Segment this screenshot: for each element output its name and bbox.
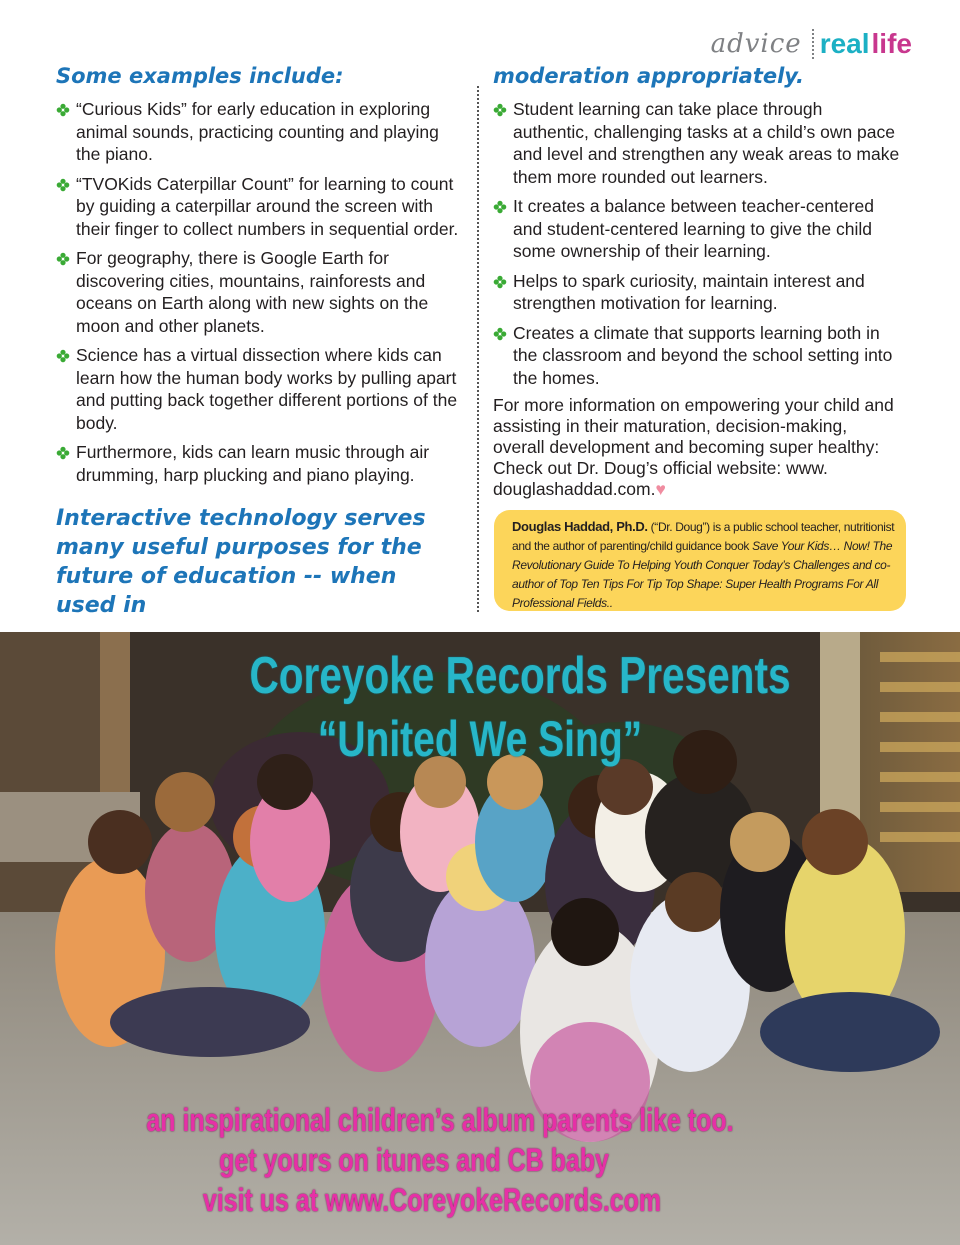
author-bio-coauthor: and co-author of <box>512 558 891 591</box>
author-bio-end: .. <box>606 596 613 610</box>
heart-icon: ♥ <box>655 479 666 499</box>
author-bio-text: is a public school teacher, nutritionist and the author of parenting/child guidance book <box>512 520 895 553</box>
examples-list <box>56 98 461 486</box>
list-item <box>56 173 461 241</box>
list-item <box>493 98 903 188</box>
list-item-text: “Curious Kids” for early education in exploring animal sounds, practicing counting and playing the piano. <box>76 99 439 164</box>
examples-heading: Some examples include: <box>56 64 344 88</box>
right-column <box>493 62 903 500</box>
list-item <box>56 247 461 337</box>
clover-bullet-icon <box>493 103 507 117</box>
continued-heading: moderation appropriately. <box>493 64 805 88</box>
clover-bullet-icon <box>56 252 70 266</box>
column-divider <box>477 86 479 612</box>
ad-purchase-line: get yours on itunes and CB baby <box>219 1142 609 1178</box>
clover-bullet-icon <box>56 103 70 117</box>
more-info-text: For more information on empowering your child and assisting in their maturation, decision-making, overall development and becoming super healthy: Check out Dr. Doug’s official website: www. douglashaddad.com. <box>493 395 894 499</box>
ad-tagline: an inspirational children’s album parents like too. <box>146 1102 734 1138</box>
album-advertisement <box>0 632 960 1245</box>
list-item-text: Helps to spark curiosity, maintain interest and strengthen motivation for learning. <box>513 270 865 313</box>
benefits-list <box>493 98 903 389</box>
ad-title-line1: Coreyoke Records Presents <box>249 647 791 705</box>
ad-title-line2: “United We Sing” <box>317 711 643 767</box>
list-item-text: “TVOKids Caterpillar Count” for learning to count by guiding a caterpillar around the screen with their finger to collect numbers in sequential order. <box>76 173 459 239</box>
ad-website-line: visit us at www.CoreyokeRecords.com <box>202 1182 662 1218</box>
clover-bullet-icon <box>56 178 70 192</box>
section-tag <box>711 24 912 64</box>
clover-bullet-icon <box>56 349 70 363</box>
clover-bullet-icon <box>493 275 507 289</box>
list-item <box>493 195 903 263</box>
list-item <box>56 344 461 434</box>
list-item-text: Creates a climate that supports learning both in the classroom and beyond the school setting into the homes. <box>513 322 893 388</box>
closing-heading: Interactive technology serves many useful purposes for the future of education -- when used in <box>56 506 426 618</box>
book-title-1: Save Your Kids… Now! The Revolutionary Guide To Helping Youth Conquer Today’s Challenges <box>512 539 893 572</box>
clover-bullet-icon <box>493 327 507 341</box>
list-item-text: Science has a virtual dissection where kids can learn how the human body works by pulling apart and putting back together different portions of the body. <box>76 345 458 433</box>
book-title-2: Top Ten Tips For Tip Top Shape: Super Health Programs For All Professional Fields <box>512 577 879 610</box>
list-item <box>493 270 903 315</box>
left-column <box>56 62 461 620</box>
clover-bullet-icon <box>493 200 507 214</box>
author-name: Douglas Haddad, Ph.D. <box>512 519 648 534</box>
list-item-text: It creates a balance between teacher-centered and student-centered learning to give the child some ownership of their learning. <box>513 196 874 261</box>
list-item <box>56 441 461 486</box>
section-tag-real: real <box>819 28 870 59</box>
list-item-text: Student learning can take place through authentic, challenging tasks at a child’s own pace and level and strengthen any weak areas to make them more rounded out learners. <box>513 99 900 187</box>
list-item <box>56 98 461 166</box>
author-nickname: (“Dr. Doug”) <box>650 520 710 534</box>
section-tag-life: life <box>871 28 912 59</box>
clover-bullet-icon <box>56 446 70 460</box>
list-item-text: Furthermore, kids can learn music through air drumming, harp plucking and piano playing. <box>76 442 430 485</box>
author-bio-box <box>494 510 906 611</box>
more-info-paragraph <box>493 395 903 500</box>
section-tag-advice: advice <box>711 29 814 59</box>
list-item <box>493 322 903 390</box>
list-item-text: For geography, there is Google Earth for discovering cities, mountains, rainforests and oceans on Earth along with new sights on the moon and other planets. <box>76 248 429 336</box>
